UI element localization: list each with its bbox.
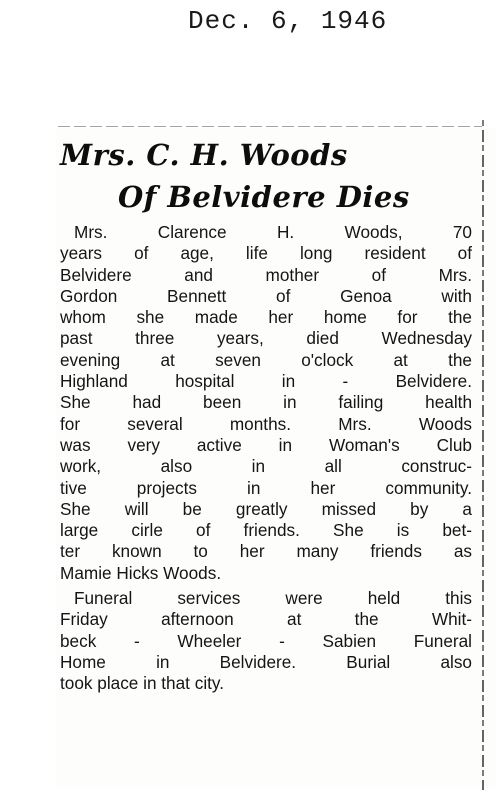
text-line: Belvidere and mother of Mrs. bbox=[60, 264, 472, 285]
text-line: Mamie Hicks Woods. bbox=[60, 562, 222, 583]
headline-line-2: Of Belvidere Dies bbox=[118, 180, 410, 214]
text-line: large cirle of friends. She is bet- bbox=[60, 520, 472, 541]
text-line: took place in that city. bbox=[60, 673, 225, 694]
text-line: was very active in Woman's Club bbox=[60, 434, 472, 455]
text-line: Highland hospital in - Belvidere. bbox=[60, 371, 472, 392]
text-line: Funeral services were held this bbox=[74, 588, 472, 609]
text-line: for several months. Mrs. Woods bbox=[60, 413, 472, 434]
text-line: whom she made her home for the bbox=[60, 307, 472, 328]
clipping-edge-top bbox=[58, 126, 482, 127]
clipping-edge-right bbox=[482, 120, 484, 790]
text-line: Gordon Bennett of Genoa with bbox=[60, 285, 472, 306]
text-line: years of age, life long resident of bbox=[60, 243, 472, 264]
text-line: ter known to her many friends as bbox=[60, 541, 472, 562]
text-line: She will be greatly missed by a bbox=[60, 498, 472, 519]
text-line: evening at seven o'clock at the bbox=[60, 349, 472, 370]
article-body bbox=[60, 222, 472, 695]
text-line: work, also in all construc- bbox=[60, 456, 472, 477]
date-stamp: Dec. 6, 1946 bbox=[188, 6, 388, 36]
text-line: beck - Wheeler - Sabien Funeral bbox=[60, 630, 472, 651]
text-line: Mrs. Clarence H. Woods, 70 bbox=[74, 222, 472, 242]
paragraph-funeral bbox=[60, 588, 472, 694]
text-line: She had been in failing health bbox=[60, 392, 472, 413]
text-line: Friday afternoon at the Whit- bbox=[60, 609, 472, 630]
text-line: past three years, died Wednesday bbox=[60, 328, 472, 349]
text-line: tive projects in her community. bbox=[60, 477, 472, 498]
paragraph-obituary bbox=[60, 222, 472, 584]
headline-line-1: Mrs. C. H. Woods bbox=[60, 138, 348, 172]
text-line: Home in Belvidere. Burial also bbox=[60, 651, 472, 672]
